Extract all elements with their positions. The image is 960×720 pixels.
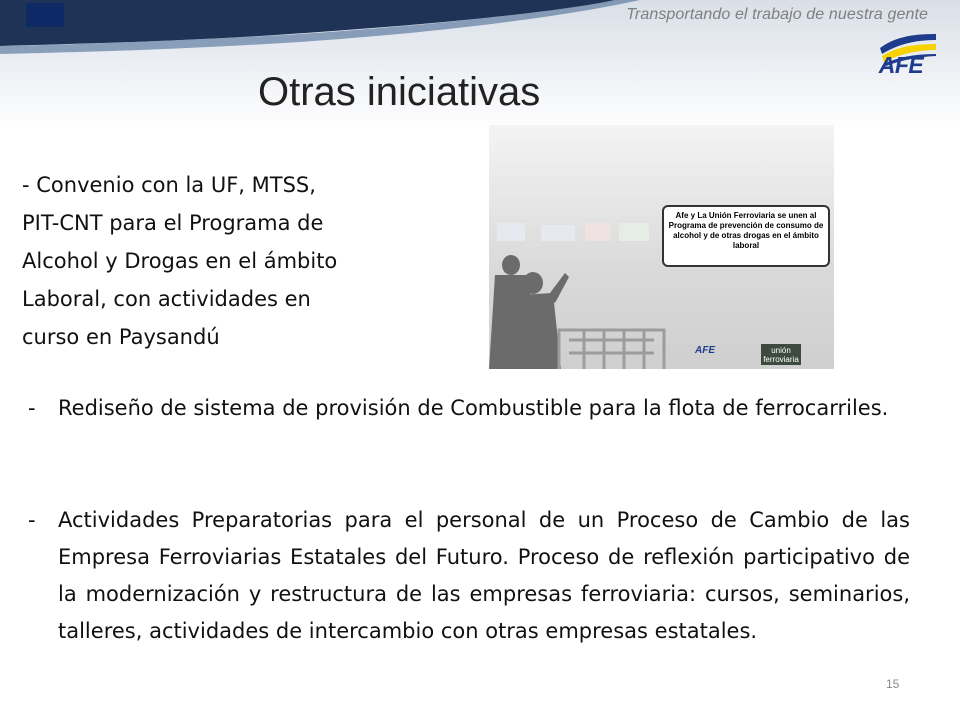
paragraph-line: curso en Paysandú <box>22 325 220 349</box>
page-number: 15 <box>886 677 900 691</box>
poster-union-logo: unión ferroviaria <box>761 344 801 365</box>
header-tagline: Transportando el trabajo de nuestra gente <box>626 6 928 23</box>
convenio-paragraph <box>22 166 442 356</box>
bullet-dash: - <box>28 396 36 420</box>
bullet-text: Actividades Preparatorias para el personal de un Proceso de Cambio de las Empresa Ferroviarias Estatales del Futuro. Proceso de reflexión participativo de la modernización y restructura de las empresas ferroviaria: cursos, seminarios, talleres, actividades de intercambio con otras empresas estatales. <box>58 508 910 643</box>
page-title: Otras iniciativas <box>258 70 541 114</box>
paragraph-line: Laboral, con actividades en <box>22 287 311 311</box>
campaign-poster-image <box>489 125 834 369</box>
bullet-text: Rediseño de sistema de provisión de Combustible para la flota de ferrocarriles. <box>58 396 889 420</box>
bullet-dash: - <box>28 508 36 532</box>
paragraph-line: - Convenio con la UF, MTSS, <box>22 173 316 197</box>
paragraph-line: PIT-CNT para el Programa de <box>22 211 324 235</box>
poster-announcement: Afe y La Unión Ferroviaria se unen al Programa de prevención de consumo de alcohol y de otras drogas en el ámbito laboral <box>662 205 830 267</box>
poster-afe-logo: AFE <box>695 345 715 356</box>
bullet-actividades <box>22 502 910 650</box>
bullet-combustible <box>22 390 910 427</box>
flag-icon <box>26 3 64 27</box>
paragraph-line: Alcohol y Drogas en el ámbito <box>22 249 338 273</box>
afe-logo-text: AFE <box>878 52 924 78</box>
